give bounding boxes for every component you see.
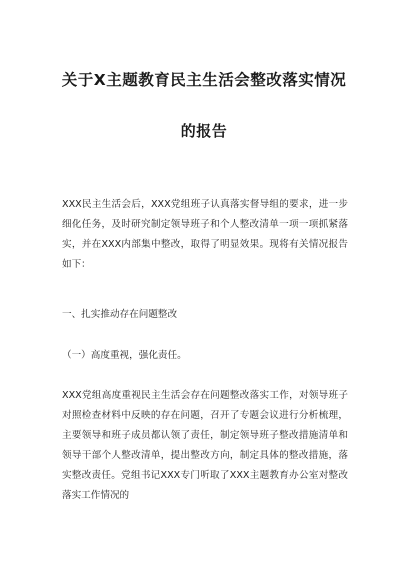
document-title-line1: 关于X主题教育民主生活会整改落实情况 bbox=[61, 71, 347, 89]
intro-paragraph: XXX民主生活会后，XXX党组班子认真落实督导组的要求，进一步细化任务，及时研究制定领导班子和个人整改清单一项一项抓紧落实，并在XXX内部集中整改，取得了明显效果。现将有关情况报告如下： bbox=[62, 199, 348, 270]
body-paragraph: XXX党组高度重视民主生活会存在问题整改落实工作，对领导班子对照检查材料中反映的存在问题，召开了专题会议进行分析梳理，主要领导和班子成员都认领了责任，制定领导班子整改措施清单和领导干部个人整改清单，提出整改方向，制定具体的整改措施，落实整改责任。党组书记XXX专门听取了XXX主题教育办公室对整改落实工作情况的 bbox=[62, 390, 348, 501]
section-heading: 一、扎实推动存在问题整改 bbox=[62, 309, 178, 320]
document-title-line2: 的报告 bbox=[180, 122, 228, 140]
subsection-heading: （一）高度重视，强化责任。 bbox=[62, 350, 187, 361]
